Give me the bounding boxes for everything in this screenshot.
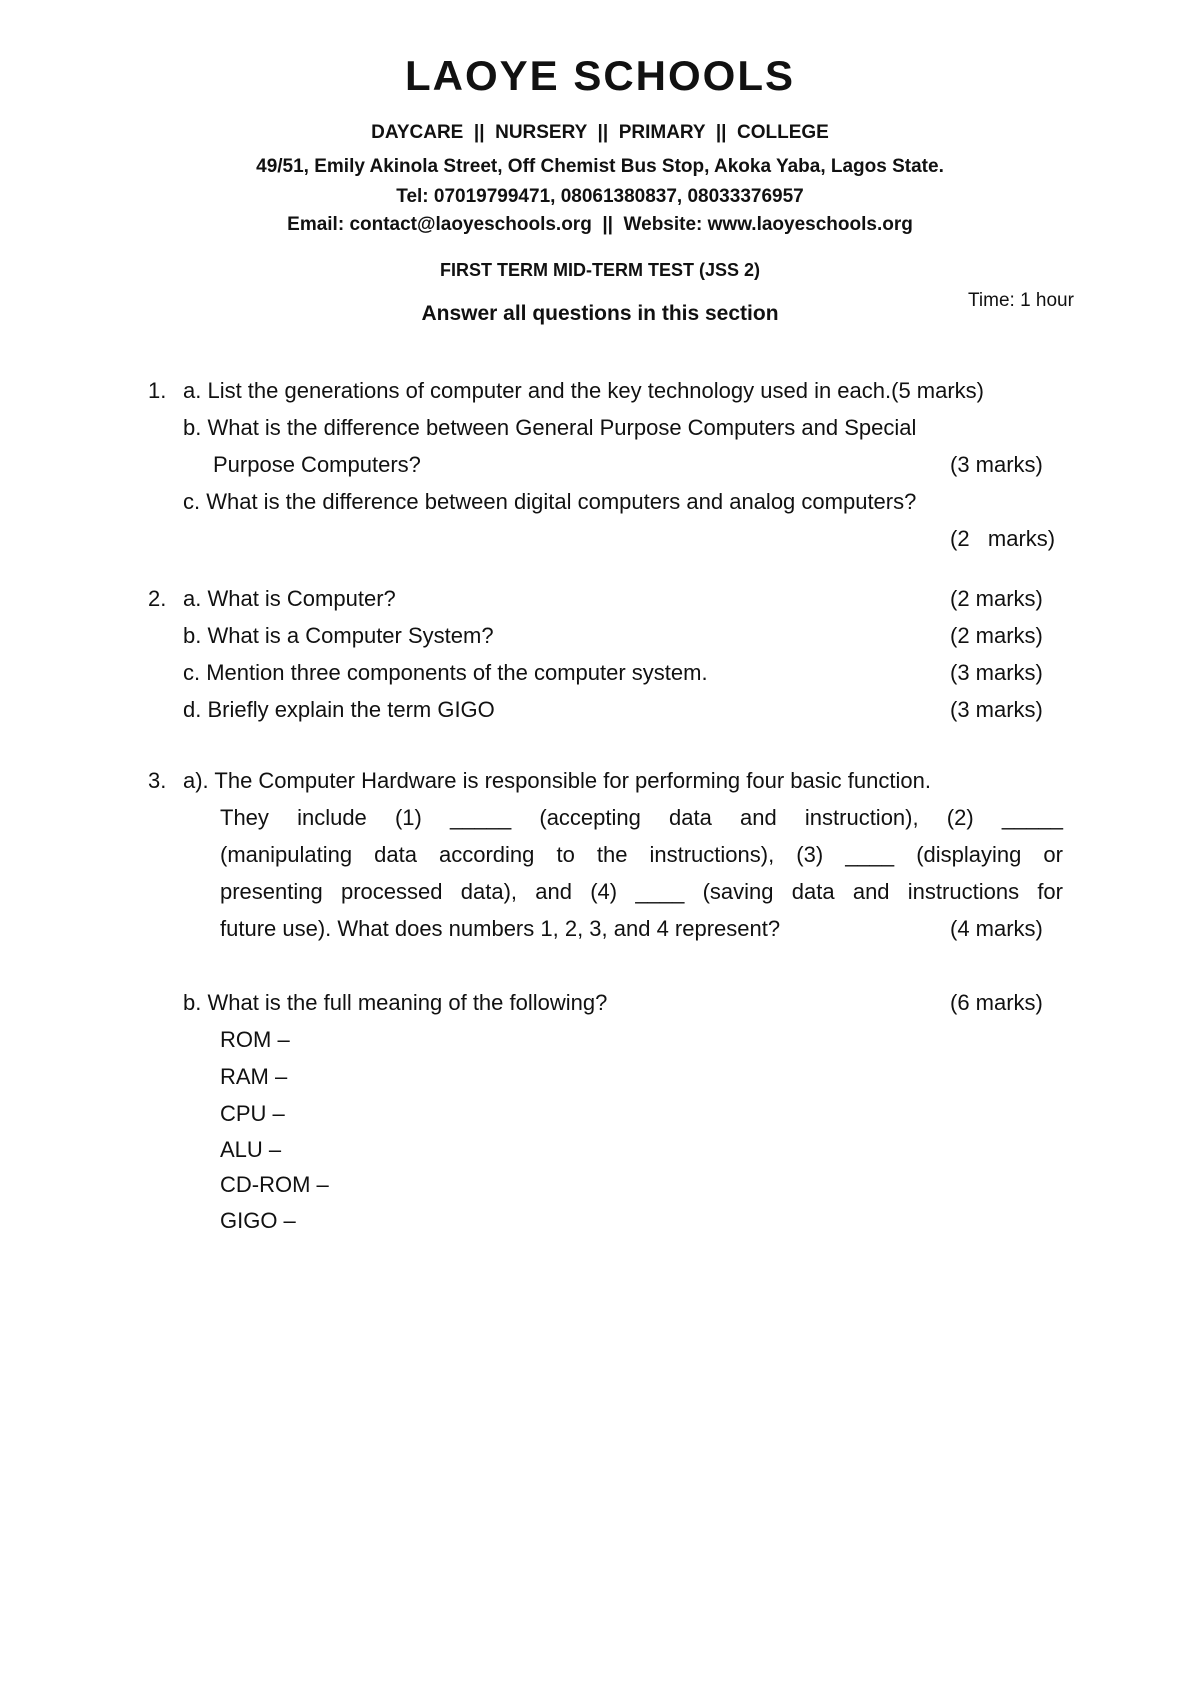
- question-number: 1.: [148, 378, 167, 403]
- question-1a: a. List the generations of computer and the key technology used in each.(5 marks): [183, 378, 985, 403]
- abbreviation-cpu: CPU –: [220, 1101, 285, 1126]
- abbreviation-ram: RAM –: [220, 1064, 288, 1089]
- question-2d-marks: (3 marks): [950, 697, 1043, 722]
- question-3a-line3: (manipulating data according to the instructions), (3) ____ (displaying or: [220, 842, 1063, 867]
- question-2b: b. What is a Computer System?: [183, 623, 494, 648]
- question-3a-line1: a). The Computer Hardware is responsible for performing four basic function.: [183, 768, 931, 793]
- question-1b-line1: b. What is the difference between General Purpose Computers and Special: [183, 415, 917, 440]
- question-2b-marks: (2 marks): [950, 623, 1043, 648]
- question-2d: d. Briefly explain the term GIGO: [183, 697, 495, 722]
- question-number: 2.: [148, 586, 167, 611]
- question-2: [0, 580, 1200, 740]
- question-3a-marks: (4 marks): [950, 916, 1043, 941]
- question-1c: c. What is the difference between digital computers and analog computers?: [183, 489, 917, 514]
- question-3b: b. What is the full meaning of the following?: [183, 990, 608, 1015]
- school-telephone: Tel: 07019799471, 08061380837, 08033376957: [396, 186, 804, 207]
- question-3a-line2: They include (1) _____ (accepting data and instruction), (2) _____: [220, 805, 1063, 830]
- question-3a-line5: future use). What does numbers 1, 2, 3, and 4 represent?: [220, 916, 781, 941]
- question-2c-marks: (3 marks): [950, 660, 1043, 685]
- question-3a-line4: presenting processed data), and (4) ____ (saving data and instructions for: [220, 879, 1063, 904]
- abbreviation-alu: ALU –: [220, 1137, 282, 1162]
- question-number: 3.: [148, 768, 167, 793]
- abbreviation-rom: ROM –: [220, 1027, 290, 1052]
- school-email-website: Email: contact@laoyeschools.org || Website: www.laoyeschools.org: [287, 214, 913, 235]
- school-address: 49/51, Emily Akinola Street, Off Chemist Bus Stop, Akoka Yaba, Lagos State.: [256, 156, 944, 177]
- time-allowed: Time: 1 hour: [968, 290, 1074, 311]
- test-title: FIRST TERM MID-TERM TEST (JSS 2): [439, 260, 760, 280]
- question-3b-marks: (6 marks): [950, 990, 1043, 1015]
- question-1b-line2: Purpose Computers?: [213, 452, 421, 477]
- abbreviation-cd-rom: CD-ROM –: [220, 1172, 329, 1197]
- instruction: Answer all questions in this section: [421, 302, 779, 325]
- question-2a-marks: (2 marks): [950, 586, 1043, 611]
- question-2a: a. What is Computer?: [183, 586, 396, 611]
- school-name: LAOYE SCHOOLS: [404, 52, 796, 99]
- question-1c-marks: (2 marks): [950, 526, 1056, 551]
- school-divisions: DAYCARE || NURSERY || PRIMARY || COLLEGE: [371, 122, 829, 143]
- question-2c: c. Mention three components of the computer system.: [183, 660, 708, 685]
- question-1b-marks: (3 marks): [950, 452, 1043, 477]
- abbreviation-gigo: GIGO –: [220, 1208, 296, 1233]
- question-3: [0, 762, 1200, 1232]
- question-1: [0, 372, 1200, 562]
